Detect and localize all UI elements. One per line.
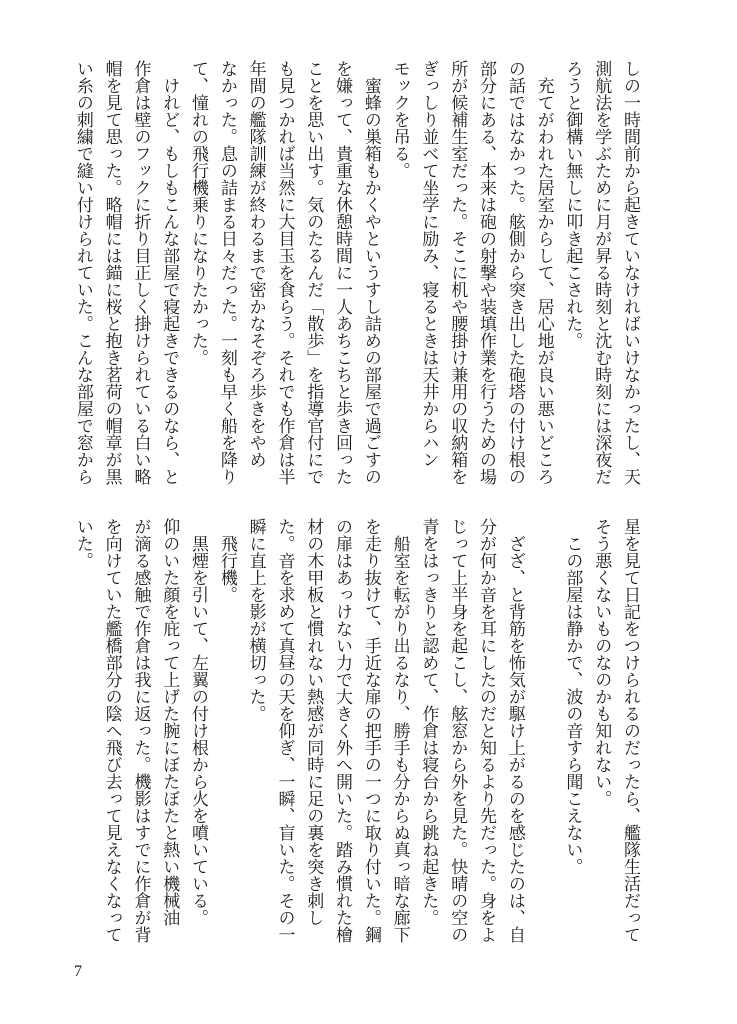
- text-line: 蜜蜂の巣箱もかくやというすし詰めの部屋で過ごすの: [360, 60, 381, 485]
- text-block-top: [68, 60, 644, 490]
- text-line: の扉はあっけない力で大きく外へ開いた。踏み慣れた檜: [332, 518, 353, 943]
- text-line: ぎっしり並べて坐学に励み、寝るときは天井からハン: [418, 60, 439, 468]
- text-line: 充てがわれた居室からして、居心地が良い悪いどころ: [533, 60, 554, 485]
- text-line: 測航法を学ぶために月が昇る時刻と沈む時刻には深夜だ: [591, 60, 612, 485]
- text-line: ろうと御構い無しに叩き起こされた。: [562, 60, 583, 349]
- text-line: ことを思い出す。気のたるんだ「散歩」を指導官付にで: [303, 60, 324, 485]
- text-line: が滴る感触で作倉は我に返った。機影はすでに作倉が背: [130, 518, 151, 943]
- text-line: 船室を転がり出るなり、勝手も分からぬ真っ暗な廊下: [389, 518, 410, 943]
- text-line: 作倉は壁のフックに折り目正しく掛けられている白い略: [130, 60, 151, 485]
- text-line: 所が候補生室だった。そこに机や腰掛け兼用の収納箱を: [447, 60, 468, 485]
- text-line: しの一時間前から起きていなければいけなかったし、天: [620, 60, 640, 485]
- text-line: を嫌って、貴重な休憩時間に一人あちこちと歩き回った: [332, 60, 353, 485]
- text-line: いた。: [72, 518, 93, 569]
- text-line: い糸の刺繍で縫い付けられていた。こんな部屋で窓から: [72, 60, 93, 485]
- text-block-bottom: [68, 518, 644, 948]
- text-line: た。音を求めて真昼の天を仰ぎ、一瞬、盲いた。その一: [274, 518, 295, 943]
- text-line: を向けていた艦橋部分の陰へ飛び去って見えなくなって: [101, 518, 122, 943]
- text-line: 飛行機。: [216, 518, 237, 603]
- text-line: 星を見て日記をつけられるのだったら、艦隊生活だって: [620, 518, 640, 943]
- text-line: も見つかれば当然に大目玉を食らう。それでも作倉は半: [274, 60, 295, 485]
- text-line: この部屋は静かで、波の音すら聞こえない。: [562, 518, 583, 875]
- text-line: 黒煙を引いて、左翼の付け根から火を噴いている。: [188, 518, 209, 926]
- text-line: 材の木甲板と慣れない熱感が同時に足の裏を突き刺し: [303, 518, 324, 926]
- text-line: 瞬に直上を影が横切った。: [245, 518, 266, 722]
- text-line: て、憧れの飛行機乗りになりたかった。: [188, 60, 209, 366]
- text-line: けれど、もしもこんな部屋で寝起きできるのなら、と: [159, 60, 180, 485]
- text-line: なかった。息の詰まる日々だった。一刻も早く船を降り: [216, 60, 237, 485]
- text-line: 年間の艦隊訓練が終わるまで密かなそぞろ歩きをやめ: [245, 60, 266, 468]
- text-line: ざざ、と背筋を怖気が駆け上がるのを感じたのは、自: [504, 518, 525, 943]
- text-line: 仰のいた顔を庇って上げた腕にぼたぼたと熱い機械油: [159, 518, 180, 926]
- text-line: モックを吊る。: [389, 60, 410, 179]
- text-line: 部分にある、本来は砲の射撃や装填作業を行うための場: [476, 60, 497, 485]
- text-line: 帽を見て思った。略帽には錨に桜と抱き茗荷の帽章が黒: [101, 60, 122, 485]
- page-number: 7: [74, 963, 82, 980]
- text-line: [529, 518, 558, 948]
- text-line: を走り抜けて、手近な扉の把手の一つに取り付いた。鋼: [360, 518, 381, 943]
- text-line: 分が何か音を耳にしたのだと知るより先だった。身をよ: [476, 518, 497, 943]
- text-line: そう悪くないものなのかも知れない。: [591, 518, 612, 807]
- text-line: じって上半身を起こし、舷窓から外を見た。快晴の空の: [447, 518, 468, 943]
- text-line: の話ではなかった。舷側から突き出した砲塔の付け根の: [504, 60, 525, 485]
- text-line: 青をはっきりと認めて、作倉は寝台から跳ね起きた。: [418, 518, 439, 926]
